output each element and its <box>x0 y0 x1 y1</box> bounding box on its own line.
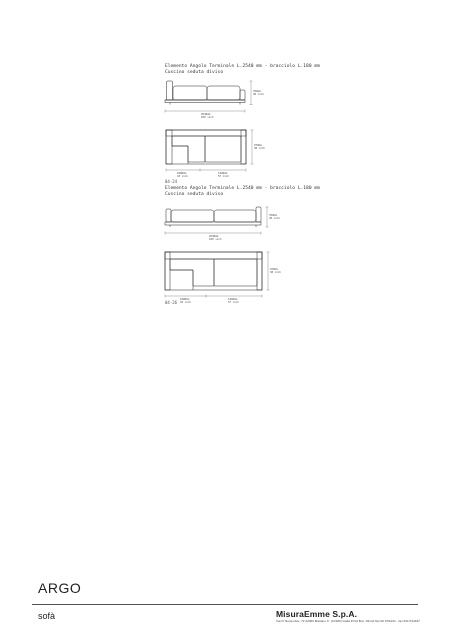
drawing-2-plan-right-mm: 1460mm <box>228 298 238 301</box>
company-address: Via IV Novembre, 72 22066 Mariano C. (COMO) Italia P.IVA Box: 02cod.fisc.00 6794/11 - fax 031/744437 <box>276 619 420 623</box>
drawing-2-height-in: 30 inch <box>269 217 280 220</box>
drawing-1-caption-line1: Elemento Angolo Terminale L.2540 mm - bracciolo L.180 mm <box>165 64 320 69</box>
drawing-2-height-mm: 760mm <box>269 214 277 217</box>
drawing-2-front-elevation <box>158 200 278 246</box>
drawing-2-width-mm: 2540mm <box>209 235 219 238</box>
drawing-2-code: 04-26 <box>165 300 178 305</box>
drawing-1-height-mm: 760mm <box>253 90 261 93</box>
drawing-2-plan-depth-in: 38 inch <box>270 271 281 274</box>
footer-divider <box>32 604 418 605</box>
drawing-1-plan-right-mm: 1460mm <box>218 172 228 175</box>
drawing-1-plan-depth-mm: 970mm <box>254 144 262 147</box>
drawing-1-plan-view <box>158 126 268 184</box>
drawing-2-plan-depth-mm: 970mm <box>270 268 278 271</box>
drawing-1-caption-line2: Cuscino seduta diviso <box>165 69 224 75</box>
drawing-2-plan-left-mm: 1080mm <box>180 298 190 301</box>
product-name: ARGO <box>38 580 82 596</box>
drawing-2-caption-line2: Cuscino seduta diviso <box>165 191 224 197</box>
drawing-1-front-elevation <box>158 78 268 128</box>
drawing-2-plan-left-in: 43 inch <box>180 301 191 304</box>
drawing-1-width-in: 100 inch <box>201 116 214 119</box>
drawing-1-plan-right-in: 57 inch <box>218 175 229 178</box>
drawing-1-width-mm: 2540mm <box>201 113 211 116</box>
drawing-1-plan-left-in: 43 inch <box>177 175 188 178</box>
drawing-1-height-in: 30 inch <box>253 93 264 96</box>
drawing-2-width-in: 100 inch <box>209 238 222 241</box>
drawing-2-plan-view <box>158 246 280 306</box>
drawing-1-plan-left-mm: 1080mm <box>177 172 187 175</box>
product-category: sofà <box>38 611 56 621</box>
drawing-2-caption-line1: Elemento Angolo Terminale L.2540 mm - bracciolo L.180 mm <box>165 186 320 191</box>
company-name: MisuraEmme S.p.A. <box>276 609 358 619</box>
drawing-2-plan-right-in: 57 inch <box>228 301 239 304</box>
drawing-1-plan-depth-in: 38 inch <box>254 147 265 150</box>
drawing-1-code: 04-24 <box>165 179 178 184</box>
